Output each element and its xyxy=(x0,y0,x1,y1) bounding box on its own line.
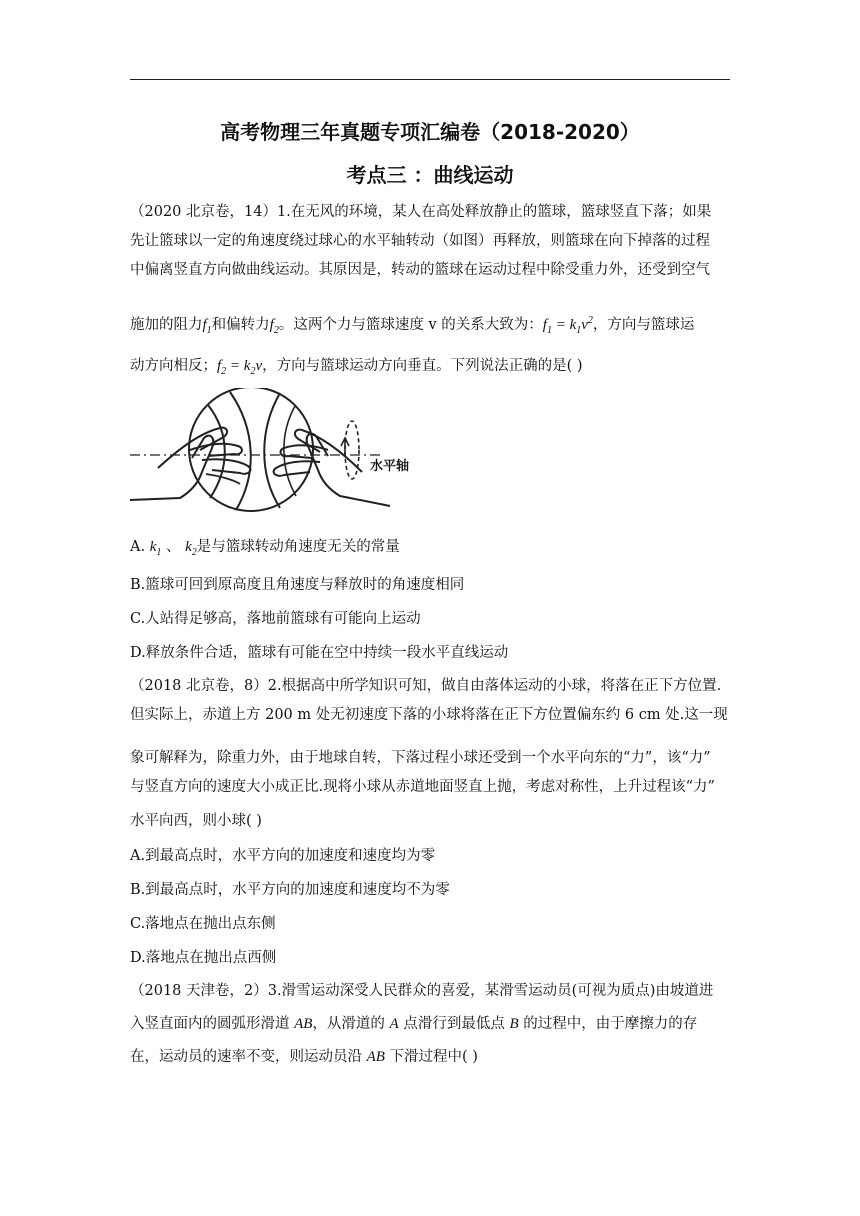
point-a-symbol: A xyxy=(389,1016,399,1032)
document-title: 高考物理三年真题专项汇编卷（2018-2020） xyxy=(220,120,640,144)
q1-line-5 xyxy=(130,352,730,386)
basketball-figure xyxy=(130,388,460,514)
q2-option-d: D.落地点在抛出点西侧 xyxy=(130,950,277,966)
f2-symbol: $f_2$ xyxy=(269,317,279,336)
q2-line-4: 与竖直方向的速度大小成正比.现将小球从赤道地面竖直上抛，考虑对称性，上升过程该“力” xyxy=(130,779,715,795)
q3-line-2c: 点滑行到最低点 xyxy=(398,1016,510,1032)
section-title: 考点三 ：曲线运动 xyxy=(346,163,514,187)
q1-line-3: 中偏离竖直方向做曲线运动。其原因是，转动的篮球在运动过程中除受重力外，还受到空气 xyxy=(130,262,710,278)
option-a-text: 是与篮球转动角速度无关的常量 xyxy=(196,539,400,555)
q2-line-3: 象可解释为，除重力外，由于地球自转，下落过程小球还受到一个水平向东的“力”，该“力” xyxy=(130,750,711,766)
arc-ab-symbol-2: AB xyxy=(366,1049,385,1065)
figure-axis-label: 水平轴 xyxy=(370,459,410,474)
q1-option-a xyxy=(130,535,400,558)
q1-option-d: D.释放条件合适，篮球有可能在空中持续一段水平直线运动 xyxy=(130,645,509,661)
q1-line-1: （2020 北京卷，14）1.在无风的环境，某人在高处释放静止的篮球，篮球竖直下落；如果 xyxy=(130,204,712,220)
rotation-ellipse xyxy=(345,421,359,479)
f2-formula: $f_2 = k_2v$ xyxy=(217,358,263,377)
q1-line-5b: ，方向与篮球运动方向垂直。下列说法正确的是( ) xyxy=(262,358,583,374)
option-a-sep: 、 xyxy=(161,539,186,555)
q3-line-3 xyxy=(130,1043,730,1072)
q3-line-2 xyxy=(130,1010,730,1039)
arc-ab-symbol: AB xyxy=(294,1016,313,1032)
k1-symbol: $k_1$ xyxy=(149,539,162,558)
q3-line-2d: 的过程中，由于摩擦力的存 xyxy=(518,1016,698,1032)
f1-symbol: $f_1$ xyxy=(202,317,212,336)
q3-line-3a: 在，运动员的速率不变，则运动员沿 xyxy=(130,1049,367,1065)
q1-line-4a: 施加的阻力 xyxy=(130,317,203,333)
q1-line-5a: 动方向相反； xyxy=(130,358,217,374)
f1-formula: $f_1 = k_1v^2$ xyxy=(542,315,593,336)
point-b-symbol: B xyxy=(509,1016,519,1032)
q1-line-2: 先让篮球以一定的角速度绕过球心的水平轴转动（如图）再释放，则篮球在向下掉落的过程 xyxy=(130,233,710,249)
q2-option-a: A.到最高点时，水平方向的加速度和速度均为零 xyxy=(130,848,436,864)
q2-option-b: B.到最高点时，水平方向的加速度和速度均不为零 xyxy=(130,882,450,898)
q1-option-b: B.篮球可回到原高度且角速度与释放时的角速度相同 xyxy=(130,577,465,593)
q1-line-4b: 和偏转力 xyxy=(211,317,270,333)
q2-line-2: 但实际上，赤道上方 200 m 处无初速度下落的小球将落在正下方位置偏东约 6 cm 处.这一现 xyxy=(130,707,728,723)
q3-line-3b: 下滑过程中( ) xyxy=(384,1049,478,1065)
q1-line-4c: 。这两个力与篮球速度 v 的关系大致为： xyxy=(278,317,543,333)
q2-option-c: C.落地点在抛出点东侧 xyxy=(130,916,276,932)
q3-line-1: （2018 天津卷，2）3.滑雪运动深受人民群众的喜爱，某滑雪运动员(可视为质点)由坡道进 xyxy=(130,983,714,999)
q3-line-2a: 入竖直面内的圆弧形滑道 xyxy=(130,1016,295,1032)
option-a-prefix: A. xyxy=(130,539,150,555)
q2-line-1: （2018 北京卷，8）2.根据高中所学知识可知，做自由落体运动的小球，将落在正下方位置. xyxy=(130,678,722,694)
q2-line-5: 水平向西，则小球( ) xyxy=(130,813,262,829)
q1-option-c: C.人站得足够高，落地前篮球有可能向上运动 xyxy=(130,611,421,627)
q1-line-4d: ，方向与篮球运 xyxy=(592,317,695,333)
q1-line-4 xyxy=(130,306,730,345)
q3-line-2b: ，从滑道的 xyxy=(312,1016,390,1032)
header-rule xyxy=(130,79,730,80)
k2-symbol: $k_2$ xyxy=(185,539,197,558)
